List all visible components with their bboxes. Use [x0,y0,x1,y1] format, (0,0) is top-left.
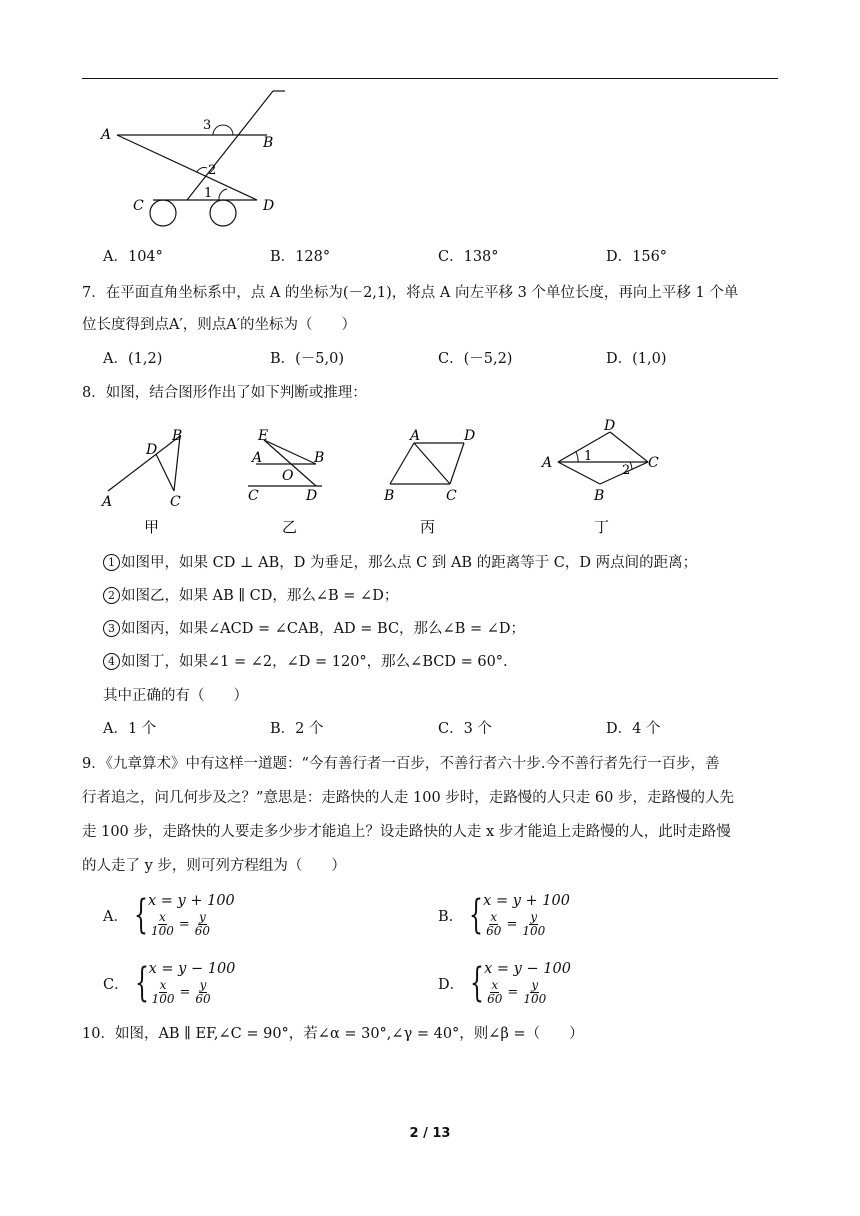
brace-icon: { [134,960,149,1006]
q8-bing-label-d: D [464,428,476,444]
q8-ding-label-c: C [648,455,659,471]
header-rule [82,78,778,79]
q6-angle-2: 2 [208,163,217,178]
q7-stem-line1: 7．在平面直角坐标系中，点 A 的坐标为(－2,1)，将点 A 向左平移 3 个单位长度，再向上平移 1 个单 [82,285,739,301]
q8-option-d[interactable]: D．4 个 [606,721,661,737]
q6-label-c: C [133,198,144,214]
q8-stem: 8．如图，结合图形作出了如下判断或推理： [82,385,367,401]
q8-ding-angle-2: 2 [622,463,631,478]
q8-jia-caption: 甲 [144,518,160,536]
q10-stem: 10．如图，AB ∥ EF,∠C = 90°，若∠α = 30°,∠γ = 40°，则∠β =（ ） [82,1026,584,1042]
q6-label-b: B [263,135,274,151]
q8-ding-label-b: B [594,488,605,504]
q8-statement-1: 1 如图甲，如果 CD ⊥ AB，D 为垂足，那么点 C 到 AB 的距离等于 C，D 两点间的距离； [103,553,697,573]
q8-figure-yi [244,426,344,538]
q8-jia-label-c: C [170,494,181,510]
q6-option-b[interactable]: B．128° [270,249,331,265]
q8-yi-label-c: C [248,488,259,504]
q8-bing-label-a: A [410,428,421,444]
q8-yi-label-d: D [306,488,318,504]
q9-option-a[interactable]: A． { x = y + 100 $\frac{x}{100}$ = $\frac{y}{60}$ [103,892,235,938]
q8-ding-angle-1: 1 [584,449,593,464]
q8-yi-label-a: A [252,450,263,466]
q8-jia-label-d: D [146,442,158,458]
q9-stem-line2: 行者追之，问几何步及之？”意思是：走路快的人走 100 步时，走路慢的人只走 60 步，走路慢的人先 [82,790,734,806]
q9-stem-line4: 的人走了 y 步，则可列方程组为（ ） [82,858,346,874]
q6-label-d: D [263,198,275,214]
q8-yi-label-o: O [282,468,294,484]
q8-statement-4: 4 如图丁，如果∠1 = ∠2，∠D = 120°，那么∠BCD = 60°. [103,652,508,672]
q8-figure-ding [538,414,678,538]
q8-option-b[interactable]: B．2 个 [270,721,324,737]
q8-ding-caption: 丁 [594,518,610,536]
q9-option-d[interactable]: D． { x = y − 100 $\frac{x}{60}$ = $\frac{y}{100}$ [438,960,571,1006]
q8-ding-label-a: A [542,455,553,471]
q8-statement-2: 2 如图乙，如果 AB ∥ CD，那么∠B = ∠D； [103,586,398,606]
q8-figure-bing [378,426,488,538]
circled-number: 1 [103,554,120,571]
q8-jia-label-a: A [102,494,113,510]
q8-yi-label-b: B [314,450,325,466]
q6-figure [95,88,295,233]
brace-icon: { [469,892,484,938]
q7-option-d[interactable]: D．(1,0) [606,351,667,367]
q6-angle-3: 3 [203,118,212,133]
q8-figure-jia [98,426,198,538]
q8-question: 其中正确的有（ ） [103,688,248,704]
circled-number: 2 [103,587,120,604]
q9-option-b[interactable]: B． { x = y + 100 $\frac{x}{60}$ = $\frac{y}{100}$ [438,892,570,938]
page-number: 2 / 13 [409,1126,451,1141]
q6-option-c[interactable]: C．138° [438,249,499,265]
q8-option-c[interactable]: C．3 个 [438,721,492,737]
q9-option-c[interactable]: C． { x = y − 100 $\frac{x}{100}$ = $\frac{y}{60}$ [103,960,236,1006]
q8-jia-label-b: B [172,428,183,444]
brace-icon: { [133,892,148,938]
q8-bing-label-c: C [446,488,457,504]
q7-stem-line2: 位长度得到点A′，则点A′的坐标为（ ） [82,317,357,333]
circled-number: 3 [103,620,120,637]
circled-number: 4 [103,653,120,670]
q8-bing-label-b: B [384,488,395,504]
q6-angle-1: 1 [204,186,213,201]
q8-yi-caption: 乙 [282,518,298,536]
brace-icon: { [470,960,485,1006]
q8-statement-3: 3 如图丙，如果∠ACD = ∠CAB，AD = BC，那么∠B = ∠D； [103,619,525,639]
q6-label-a: A [101,127,112,143]
q7-option-a[interactable]: A．(1,2) [103,351,163,367]
q7-option-c[interactable]: C．(－5,2) [438,351,513,367]
q6-option-d[interactable]: D．156° [606,249,668,265]
q8-ding-label-d: D [604,418,616,434]
q9-stem-line1: 9．《九章算术》中有这样一道题：“今有善行者一百步，不善行者六十步.今不善行者先行一百步，善 [82,756,720,772]
q8-yi-label-e: E [258,428,269,444]
q7-option-b[interactable]: B．(－5,0) [270,351,345,367]
q9-stem-line3: 走 100 步，走路快的人要走多少步才能追上？设走路快的人走 x 步才能追上走路慢的人，此时走路慢 [82,824,731,840]
q6-option-a[interactable]: A．104° [103,249,163,265]
q8-option-a[interactable]: A．1 个 [103,721,157,737]
q8-bing-caption: 丙 [420,518,436,536]
